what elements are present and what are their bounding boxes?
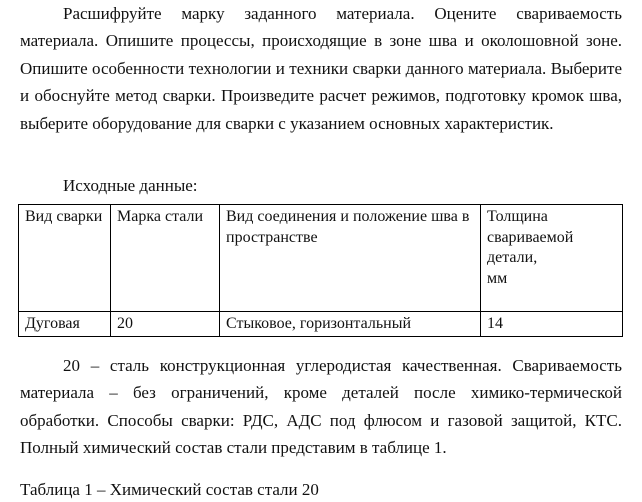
- analysis-paragraph: 20 – сталь конструкционная углеродистая качественная. Свариваемость материала – без ограничений, кроме деталей после химико-термической обработки. Способы сварки: РДС, АДС под флюсом и газовой защитой, КТС. Полный химический состав стали представим в таблице 1.: [20, 356, 622, 458]
- cell-steel-grade: 20: [111, 312, 220, 337]
- header-thickness: [481, 205, 623, 312]
- source-data-label: Исходные данные:: [63, 176, 198, 195]
- header-thickness-text: Толщина свариваемой детали, мм: [487, 208, 574, 287]
- table-header-row: [19, 205, 623, 312]
- task-paragraph: Расшифруйте марку заданного материала. Оцените свариваемость материала. Опишите процессы, происходящие в зоне шва и околошовной зоне. Опишите особенности технологии и техники сварки данного материала. Выберите и обоснуйте метод сварки. Произведите расчет режимов, подготовку кромок шва, выберите оборудование для сварки с указанием основных характеристик.: [20, 4, 622, 133]
- cell-welding-type: Дуговая: [19, 312, 111, 337]
- header-welding-type: Вид сварки: [19, 205, 111, 312]
- source-data-table: [18, 204, 623, 337]
- table-row: [19, 312, 623, 337]
- header-joint-type: Вид соединения и положение шва в пространстве: [220, 205, 481, 312]
- table-caption: Таблица 1 – Химический состав стали 20: [20, 480, 319, 499]
- cell-thickness: 14: [481, 312, 623, 337]
- header-steel-grade: Марка стали: [111, 205, 220, 312]
- cell-joint-type: Стыковое, горизонтальный: [220, 312, 481, 337]
